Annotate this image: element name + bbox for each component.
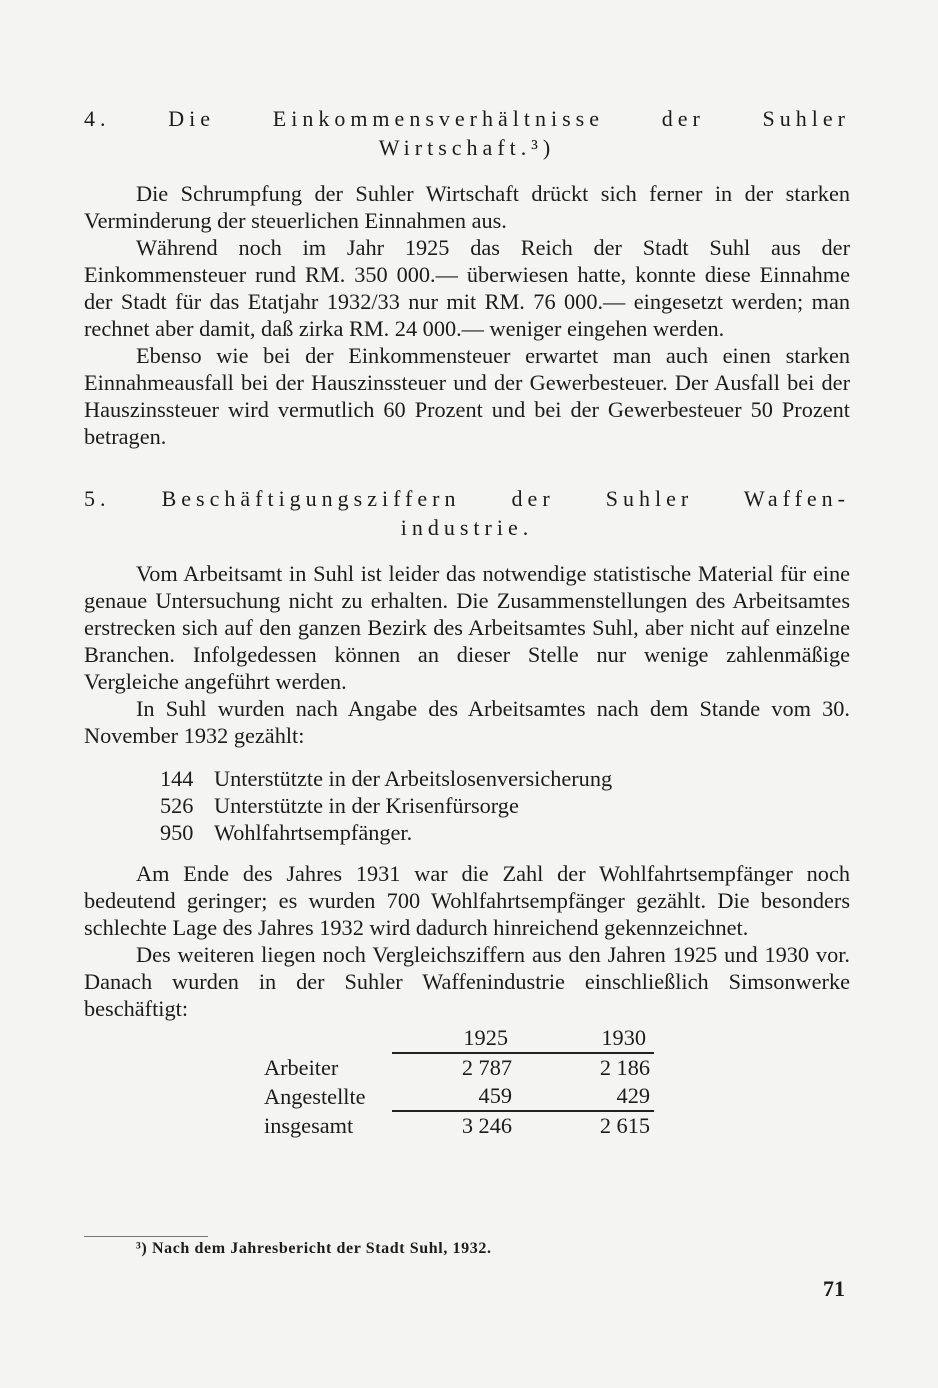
stats-count: 526 <box>160 793 194 818</box>
cell-1925: 2 787 <box>392 1053 526 1082</box>
section-5-heading-line2: industrie. <box>400 515 534 540</box>
year-header: 1930 <box>601 1025 646 1050</box>
footnote-marker: ³) <box>136 1240 148 1257</box>
footnote-divider <box>84 1236 208 1237</box>
total-label: insgesamt <box>264 1112 354 1138</box>
section-4-paragraph: Die Schrumpfung der Suhler Wirtschaft drückt sich ferner in der starken Verminderung der steuerlichen Einnahmen aus. <box>84 181 850 233</box>
employment-table <box>264 1024 654 1140</box>
stats-label: Unterstützte in der Krisenfürsorge <box>214 793 519 818</box>
stats-count: 144 <box>160 766 194 791</box>
page-content <box>84 100 850 1140</box>
stats-label: Wohlfahrtsempfänger. <box>214 820 413 845</box>
table-total-row <box>264 1111 654 1140</box>
stats-row <box>160 819 850 846</box>
row-label: Arbeiter <box>264 1054 339 1080</box>
cell-1930: 429 <box>526 1082 654 1111</box>
section-4-heading-line2: Wirtschaft.³) <box>378 135 556 160</box>
section-4-paragraph: Ebenso wie bei der Einkommensteuer erwartet man auch einen starken Einnahmeausfall bei der Hauszinssteuer und der Gewerbesteuer. Der Ausfall bei der Hauszinssteuer wird vermutlich 60 Prozent und bei der Gewerbesteuer 50 Prozent betragen. <box>84 343 850 449</box>
unemployment-stats-list <box>160 765 850 846</box>
table-header-row <box>264 1024 654 1053</box>
stats-count: 950 <box>160 820 194 845</box>
section-5-paragraph: In Suhl wurden nach Angabe des Arbeitsamtes nach dem Stande vom 30. November 1932 gezählt: <box>84 696 850 748</box>
total-1925: 3 246 <box>461 1113 512 1138</box>
footnote <box>136 1240 492 1258</box>
table-row <box>264 1082 654 1111</box>
section-4-paragraph: Während noch im Jahr 1925 das Reich der Stadt Suhl aus der Einkommensteuer rund RM. 350 000.— überwiesen hatte, konnte diese Einnahme der Stadt für das Etatjahr 1932/33 nur mit RM. 76 000.— eingesetzt werden; man rechnet aber damit, daß zirka RM. 24 000.— weniger eingehen werden. <box>84 235 850 341</box>
cell-1925: 459 <box>392 1082 526 1111</box>
page-number: 71 <box>823 1276 845 1301</box>
cell-1930: 2 186 <box>526 1053 654 1082</box>
section-5-paragraph: Am Ende des Jahres 1931 war die Zahl der Wohlfahrtsempfänger noch bedeutend geringer; es wurden 700 Wohlfahrtsempfänger gezählt. Die besonders schlechte Lage des Jahres 1932 wird dadurch hinreichend gekennzeichnet. <box>84 861 850 940</box>
section-5-heading-line1: 5. Beschäftigungsziffern der Suhler Waffen- <box>84 486 850 511</box>
stats-label: Unterstützte in der Arbeitslosenversicherung <box>214 766 613 791</box>
stats-row <box>160 765 850 792</box>
section-5-paragraph: Des weiteren liegen noch Vergleichsziffern aus den Jahren 1925 und 1930 vor. Danach wurden in der Suhler Waffenindustrie einschließlich Simsonwerke beschäftigt: <box>84 942 850 1021</box>
table-row <box>264 1053 654 1082</box>
year-header: 1925 <box>463 1025 508 1050</box>
section-4-heading-line1: 4. Die Einkommensverhältnisse der Suhler <box>84 106 850 131</box>
total-1930: 2 615 <box>599 1113 650 1138</box>
row-label: Angestellte <box>264 1083 366 1109</box>
footnote-text: Nach dem Jahresbericht der Stadt Suhl, 1932. <box>151 1240 492 1257</box>
stats-row <box>160 792 850 819</box>
section-5-paragraph: Vom Arbeitsamt in Suhl ist leider das notwendige statistische Material für eine genaue Untersuchung nicht zu erhalten. Die Zusammenstellungen des Arbeitsamtes erstrecken sich auf den ganzen Bezirk des Arbeitsamtes Suhl, aber nicht auf einzelne Branchen. Infolgedessen können an dieser Stelle nur wenige zahlenmäßige Vergleiche angeführt werden. <box>84 561 850 694</box>
